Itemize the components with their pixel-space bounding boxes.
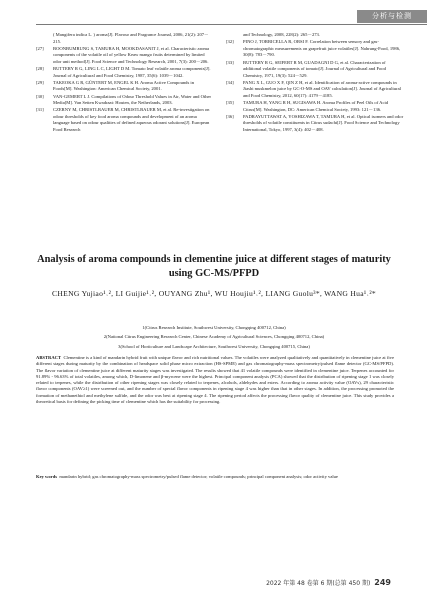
header-rule [36,24,427,25]
article-title: Analysis of aroma compounds in clementine juice at different stages of maturity using GC-MS/PFPD [37,254,391,279]
references-left-column [36,32,214,134]
page-footer [266,578,391,587]
reference-item: ( Mangifera indica L. ) aroma[J]. Flavour and Fragrance Journal, 2006, 21(2): 207－215. [53,32,209,44]
reference-item: [33] BUTTERY R G, SEIFERT R M, GUADAGNI D G, et al. Characterization of additional volatile components of tomato[J]. Journal of Agricultural and Food Chemistry, 1971, 19(3): 524－529. [226,59,386,78]
abstract-text: Clementine is a kind of mandarin hybrid fruit with unique flavor and rich nutritional values. The volatiles were analyzed qualitatively and quantitatively in clementine juice at five different stages during maturity by the combination of headspace solid phase micro extraction (HS-SPME) and gas chromatography-mass spectrometry/pulsed flame detector (GC-MS/PFPD). The flavor variation of clementine juice at different maturity stages was investigated. The results showed that 41 volatile compounds were identified in clementine juice. Terpenes accounted for 91.89% - 96.63% of total volatiles, among which, D-limonene and β-myrcene were the highest. Principal component analysis (PCA) showed that the distribution of ripening stage 1 was closely related to terpenes, while the distribution of other ripening stages was closely related to terpenes, alcohols, aldehydes and esters. According to aroma activity value (OAVs), 29 characteristic flavor components (OAV≥1) were screened out, and the number of special flavor components in ripening stage 4 was higher than that in other stages. In addition, the processing promoted the formation of methanethiol and methylene sulfide, and the odor was best at ripening stage 4. The ripening period affects the processing flavor quality of clementine juice. This study provides a theoretical basis for defining the picking time of clementine which has the suitability for processing. [36,355,395,405]
reference-item: [35] TAMURA H, YANG R H, SUGISAWA H. Aroma Profiles of Peel Oils of Acid Citrus[M]. Washington, DC: American Chemical Society, 1993: 121－136. [226,100,389,112]
keywords [36,474,394,480]
keywords-text: mandarin hybrid; gas chromatography-mass spectrometry/pulsed flame detector; volatile compounds; principal component analysis; odor activity value [59,474,338,479]
references-right-column [226,32,404,134]
reference-item: [36] PADRAYUTTAWAT A, YOSHIZAWA T, TAMURA H, et al. Optical isomers and odor thresholds of volatile constituents in Citrus sudachi[J]. Food Science and Technology International, Tokyo, 1997, 3(4): 402－408. [226,113,404,132]
reference-item: [27] BOONBUMRUNG S, TAMURA H, MOOKDASANIT J, et al. Characteristic aroma components of the volatile oil of yellow Keaw mango fruits determined by limited odor unit method[J]. Food Science and Technology Research, 2001, 7(3): 200－206. [36,45,210,64]
journal-issue: 2022 年第 48 卷第 6 期(总第 450 期) [266,580,371,587]
section-tab: 分析与检测 [357,10,427,23]
reference-item: [28] BUTTERY R G, LING L C, LIGHT D M. Tomato leaf volatile aroma components[J]. Journal of Agricultural and Food Chemistry, 1987, 35(6): 1039－1042. [36,66,211,78]
affiliations [36,323,392,351]
affiliation-1: 1(Citrus Research Institute, Southwest University, Chongqing 400712, China) [142,325,286,330]
reference-item: [31] CZERNY M, CHRISTLBAUER M, CHRISTLBAUER M, et al. Re-investigation on odour thresholds of key food aroma compounds and development of an aroma language based on odour qualities of defined aqueous odorant solutions[J]. European Food Research [36,107,210,132]
abstract [36,355,394,405]
page-number: 249 [374,578,391,587]
affiliation-2: 2(National Citrus Engineering Research Center, Chinese Academy of Agricultural Sciences, Chongqing 400712, China) [103,334,325,340]
reference-item: [32] PINO J, TORRICELLA R, ORSI F. Correlation between sensory and gas-chromatographic measurements on grapefruit juice volatiles[J]. Nahrung-Food, 1986, 30(8): 783－790. [226,39,401,58]
reference-item: and Technology, 2008, 228(2): 265－273. [243,32,320,37]
keywords-label: Key words [36,474,58,479]
abstract-label: ABSTRACT [36,355,62,360]
author-list: CHENG Yujiao¹˒², LI Guijie¹˒², OUYANG Zhu¹, WU Houjiu¹˒², LIANG Guolu³*, WANG Hua¹˒²* [52,289,376,298]
reference-item: [29] TAKEOKA G R, GÜNTERT M, ENGEL K H. Aroma Active Compounds in Foods[M]. Washington: American Chemical Society, 2001. [36,79,194,92]
affiliation-3: 3(School of Horticulture and Landscape Architecture, Southwest University, Chongqing 400715, China) [118,343,310,349]
reference-item: [30] VAN-GEMERT L J. Compilations of Odour Threshold Values in Air, Water and Other Media[M]. Van Setten Kwadraat: Houten, the Netherlands, 2003. [36,93,212,106]
reference-item: [34] PANG X L, GUO X F, QIN Z H, et al. Identification of aroma-active compounds in Jiashi muskmelon juice by GC-O-MS and OAV calculation[J]. Journal of Agricultural and Food Chemistry, 2012, 60(17): 4179－4185. [226,79,401,98]
